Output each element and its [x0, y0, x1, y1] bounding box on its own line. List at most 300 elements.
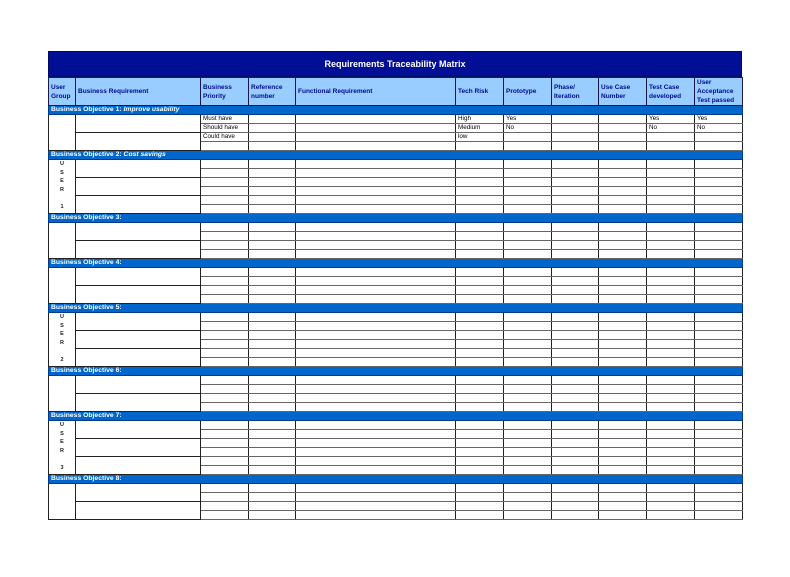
phase-iteration-cell[interactable]	[552, 313, 599, 322]
phase-iteration-cell[interactable]	[552, 493, 599, 502]
tech-risk-cell[interactable]	[456, 493, 504, 502]
uat-passed-cell[interactable]	[695, 502, 743, 511]
reference-number-cell[interactable]	[249, 358, 296, 367]
functional-requirement-cell[interactable]	[296, 187, 456, 196]
business-requirement-cell[interactable]	[76, 268, 201, 286]
prototype-cell[interactable]	[504, 340, 552, 349]
header-phase-iteration[interactable]: Phase/ Iteration	[552, 78, 599, 106]
prototype-cell[interactable]	[504, 439, 552, 448]
functional-requirement-cell[interactable]	[296, 394, 456, 403]
uat-passed-cell[interactable]	[695, 448, 743, 457]
uat-passed-cell[interactable]	[695, 394, 743, 403]
prototype-cell[interactable]	[504, 484, 552, 493]
tech-risk-cell[interactable]: Medium	[456, 124, 504, 133]
use-case-number-cell[interactable]	[599, 178, 647, 187]
prototype-cell[interactable]	[504, 313, 552, 322]
uat-passed-cell[interactable]	[695, 358, 743, 367]
prototype-cell[interactable]	[504, 286, 552, 295]
test-case-developed-cell[interactable]	[647, 142, 695, 151]
business-priority-cell[interactable]	[201, 232, 249, 241]
business-objective-label[interactable]	[49, 367, 743, 376]
tech-risk-cell[interactable]	[456, 376, 504, 385]
user-group-cell[interactable]	[49, 268, 76, 304]
use-case-number-cell[interactable]	[599, 277, 647, 286]
business-requirement-cell[interactable]	[76, 457, 201, 475]
business-priority-cell[interactable]	[201, 340, 249, 349]
reference-number-cell[interactable]	[249, 295, 296, 304]
functional-requirement-cell[interactable]	[296, 448, 456, 457]
test-case-developed-cell[interactable]	[647, 376, 695, 385]
use-case-number-cell[interactable]	[599, 394, 647, 403]
header-uat-passed[interactable]: User Acceptance Test passed	[695, 78, 743, 106]
tech-risk-cell[interactable]	[456, 385, 504, 394]
business-priority-cell[interactable]	[201, 142, 249, 151]
prototype-cell[interactable]	[504, 250, 552, 259]
header-functional-requirement[interactable]: Functional Requirement	[296, 78, 456, 106]
prototype-cell[interactable]	[504, 322, 552, 331]
phase-iteration-cell[interactable]	[552, 160, 599, 169]
phase-iteration-cell[interactable]	[552, 376, 599, 385]
phase-iteration-cell[interactable]	[552, 232, 599, 241]
phase-iteration-cell[interactable]	[552, 439, 599, 448]
functional-requirement-cell[interactable]	[296, 124, 456, 133]
prototype-cell[interactable]	[504, 349, 552, 358]
prototype-cell[interactable]	[504, 241, 552, 250]
prototype-cell[interactable]	[504, 295, 552, 304]
phase-iteration-cell[interactable]	[552, 178, 599, 187]
tech-risk-cell[interactable]: High	[456, 115, 504, 124]
business-priority-cell[interactable]	[201, 439, 249, 448]
test-case-developed-cell[interactable]	[647, 169, 695, 178]
business-priority-cell[interactable]	[201, 295, 249, 304]
test-case-developed-cell[interactable]	[647, 484, 695, 493]
tech-risk-cell[interactable]	[456, 358, 504, 367]
phase-iteration-cell[interactable]	[552, 403, 599, 412]
uat-passed-cell[interactable]	[695, 160, 743, 169]
prototype-cell[interactable]	[504, 466, 552, 475]
uat-passed-cell[interactable]	[695, 133, 743, 142]
use-case-number-cell[interactable]	[599, 115, 647, 124]
functional-requirement-cell[interactable]	[296, 385, 456, 394]
uat-passed-cell[interactable]	[695, 241, 743, 250]
reference-number-cell[interactable]	[249, 376, 296, 385]
test-case-developed-cell[interactable]	[647, 178, 695, 187]
header-business-priority[interactable]: Business Priority	[201, 78, 249, 106]
functional-requirement-cell[interactable]	[296, 358, 456, 367]
business-priority-cell[interactable]	[201, 160, 249, 169]
phase-iteration-cell[interactable]	[552, 277, 599, 286]
functional-requirement-cell[interactable]	[296, 322, 456, 331]
uat-passed-cell[interactable]	[695, 277, 743, 286]
tech-risk-cell[interactable]	[456, 160, 504, 169]
test-case-developed-cell[interactable]	[647, 448, 695, 457]
phase-iteration-cell[interactable]	[552, 169, 599, 178]
reference-number-cell[interactable]	[249, 421, 296, 430]
uat-passed-cell[interactable]	[695, 250, 743, 259]
prototype-cell[interactable]	[504, 376, 552, 385]
tech-risk-cell[interactable]	[456, 178, 504, 187]
test-case-developed-cell[interactable]	[647, 493, 695, 502]
reference-number-cell[interactable]	[249, 484, 296, 493]
phase-iteration-cell[interactable]	[552, 322, 599, 331]
use-case-number-cell[interactable]	[599, 223, 647, 232]
reference-number-cell[interactable]	[249, 439, 296, 448]
test-case-developed-cell[interactable]	[647, 385, 695, 394]
tech-risk-cell[interactable]	[456, 430, 504, 439]
tech-risk-cell[interactable]	[456, 484, 504, 493]
functional-requirement-cell[interactable]	[296, 376, 456, 385]
functional-requirement-cell[interactable]	[296, 313, 456, 322]
prototype-cell[interactable]	[504, 448, 552, 457]
test-case-developed-cell[interactable]	[647, 133, 695, 142]
test-case-developed-cell[interactable]	[647, 502, 695, 511]
phase-iteration-cell[interactable]	[552, 115, 599, 124]
business-requirement-cell[interactable]	[76, 502, 201, 520]
tech-risk-cell[interactable]	[456, 250, 504, 259]
test-case-developed-cell[interactable]	[647, 340, 695, 349]
tech-risk-cell[interactable]	[456, 457, 504, 466]
business-priority-cell[interactable]	[201, 169, 249, 178]
phase-iteration-cell[interactable]	[552, 142, 599, 151]
test-case-developed-cell[interactable]	[647, 430, 695, 439]
tech-risk-cell[interactable]	[456, 403, 504, 412]
reference-number-cell[interactable]	[249, 196, 296, 205]
functional-requirement-cell[interactable]	[296, 160, 456, 169]
reference-number-cell[interactable]	[249, 241, 296, 250]
tech-risk-cell[interactable]	[456, 268, 504, 277]
business-priority-cell[interactable]	[201, 250, 249, 259]
business-requirement-cell[interactable]	[76, 376, 201, 394]
prototype-cell[interactable]	[504, 277, 552, 286]
tech-risk-cell[interactable]	[456, 502, 504, 511]
reference-number-cell[interactable]	[249, 124, 296, 133]
use-case-number-cell[interactable]	[599, 385, 647, 394]
uat-passed-cell[interactable]	[695, 142, 743, 151]
phase-iteration-cell[interactable]	[552, 466, 599, 475]
uat-passed-cell[interactable]	[695, 421, 743, 430]
test-case-developed-cell[interactable]	[647, 394, 695, 403]
use-case-number-cell[interactable]	[599, 484, 647, 493]
business-requirement-cell[interactable]	[76, 394, 201, 412]
functional-requirement-cell[interactable]	[296, 133, 456, 142]
header-user-group[interactable]: User Group	[49, 78, 76, 106]
phase-iteration-cell[interactable]	[552, 340, 599, 349]
business-requirement-cell[interactable]	[76, 223, 201, 241]
test-case-developed-cell[interactable]	[647, 439, 695, 448]
uat-passed-cell[interactable]	[695, 196, 743, 205]
prototype-cell[interactable]	[504, 178, 552, 187]
tech-risk-cell[interactable]	[456, 241, 504, 250]
prototype-cell[interactable]	[504, 223, 552, 232]
business-priority-cell[interactable]: Could have	[201, 133, 249, 142]
prototype-cell[interactable]: No	[504, 124, 552, 133]
reference-number-cell[interactable]	[249, 466, 296, 475]
prototype-cell[interactable]	[504, 187, 552, 196]
tech-risk-cell[interactable]	[456, 466, 504, 475]
use-case-number-cell[interactable]	[599, 358, 647, 367]
use-case-number-cell[interactable]	[599, 160, 647, 169]
uat-passed-cell[interactable]	[695, 430, 743, 439]
test-case-developed-cell[interactable]	[647, 196, 695, 205]
tech-risk-cell[interactable]	[456, 331, 504, 340]
uat-passed-cell[interactable]	[695, 511, 743, 520]
phase-iteration-cell[interactable]	[552, 295, 599, 304]
header-business-requirement[interactable]: Business Requirement	[76, 78, 201, 106]
functional-requirement-cell[interactable]	[296, 421, 456, 430]
reference-number-cell[interactable]	[249, 223, 296, 232]
business-requirement-cell[interactable]	[76, 484, 201, 502]
uat-passed-cell[interactable]	[695, 403, 743, 412]
phase-iteration-cell[interactable]	[552, 394, 599, 403]
business-requirement-cell[interactable]	[76, 421, 201, 439]
use-case-number-cell[interactable]	[599, 250, 647, 259]
use-case-number-cell[interactable]	[599, 187, 647, 196]
phase-iteration-cell[interactable]	[552, 484, 599, 493]
business-objective-label[interactable]	[49, 106, 743, 115]
uat-passed-cell[interactable]	[695, 493, 743, 502]
user-group-cell[interactable]	[49, 376, 76, 412]
tech-risk-cell[interactable]	[456, 439, 504, 448]
reference-number-cell[interactable]	[249, 448, 296, 457]
prototype-cell[interactable]	[504, 421, 552, 430]
test-case-developed-cell[interactable]	[647, 286, 695, 295]
test-case-developed-cell[interactable]	[647, 511, 695, 520]
prototype-cell[interactable]	[504, 502, 552, 511]
use-case-number-cell[interactable]	[599, 196, 647, 205]
test-case-developed-cell[interactable]	[647, 358, 695, 367]
use-case-number-cell[interactable]	[599, 376, 647, 385]
uat-passed-cell[interactable]	[695, 322, 743, 331]
phase-iteration-cell[interactable]	[552, 133, 599, 142]
test-case-developed-cell[interactable]	[647, 268, 695, 277]
functional-requirement-cell[interactable]	[296, 349, 456, 358]
functional-requirement-cell[interactable]	[296, 268, 456, 277]
business-priority-cell[interactable]	[201, 331, 249, 340]
prototype-cell[interactable]	[504, 142, 552, 151]
prototype-cell[interactable]	[504, 430, 552, 439]
functional-requirement-cell[interactable]	[296, 241, 456, 250]
use-case-number-cell[interactable]	[599, 430, 647, 439]
uat-passed-cell[interactable]	[695, 331, 743, 340]
test-case-developed-cell[interactable]	[647, 223, 695, 232]
business-priority-cell[interactable]	[201, 502, 249, 511]
functional-requirement-cell[interactable]	[296, 466, 456, 475]
business-requirement-cell[interactable]	[76, 115, 201, 133]
use-case-number-cell[interactable]	[599, 493, 647, 502]
header-prototype[interactable]: Prototype	[504, 78, 552, 106]
phase-iteration-cell[interactable]	[552, 268, 599, 277]
business-priority-cell[interactable]	[201, 187, 249, 196]
header-use-case-number[interactable]: Use Case Number	[599, 78, 647, 106]
prototype-cell[interactable]	[504, 196, 552, 205]
functional-requirement-cell[interactable]	[296, 340, 456, 349]
business-objective-label[interactable]	[49, 259, 743, 268]
use-case-number-cell[interactable]	[599, 457, 647, 466]
functional-requirement-cell[interactable]	[296, 439, 456, 448]
business-priority-cell[interactable]	[201, 223, 249, 232]
phase-iteration-cell[interactable]	[552, 124, 599, 133]
test-case-developed-cell[interactable]	[647, 232, 695, 241]
reference-number-cell[interactable]	[249, 115, 296, 124]
business-priority-cell[interactable]	[201, 421, 249, 430]
test-case-developed-cell[interactable]	[647, 466, 695, 475]
reference-number-cell[interactable]	[249, 268, 296, 277]
reference-number-cell[interactable]	[249, 160, 296, 169]
business-priority-cell[interactable]	[201, 268, 249, 277]
phase-iteration-cell[interactable]	[552, 358, 599, 367]
test-case-developed-cell[interactable]	[647, 277, 695, 286]
use-case-number-cell[interactable]	[599, 142, 647, 151]
functional-requirement-cell[interactable]	[296, 403, 456, 412]
test-case-developed-cell[interactable]	[647, 349, 695, 358]
business-priority-cell[interactable]	[201, 376, 249, 385]
use-case-number-cell[interactable]	[599, 421, 647, 430]
prototype-cell[interactable]	[504, 268, 552, 277]
phase-iteration-cell[interactable]	[552, 187, 599, 196]
reference-number-cell[interactable]	[249, 313, 296, 322]
phase-iteration-cell[interactable]	[552, 205, 599, 214]
reference-number-cell[interactable]	[249, 169, 296, 178]
uat-passed-cell[interactable]	[695, 484, 743, 493]
uat-passed-cell[interactable]	[695, 178, 743, 187]
uat-passed-cell[interactable]	[695, 169, 743, 178]
uat-passed-cell[interactable]	[695, 439, 743, 448]
test-case-developed-cell[interactable]	[647, 187, 695, 196]
test-case-developed-cell[interactable]	[647, 160, 695, 169]
test-case-developed-cell[interactable]	[647, 421, 695, 430]
functional-requirement-cell[interactable]	[296, 169, 456, 178]
reference-number-cell[interactable]	[249, 178, 296, 187]
business-requirement-cell[interactable]	[76, 349, 201, 367]
uat-passed-cell[interactable]: Yes	[695, 115, 743, 124]
use-case-number-cell[interactable]	[599, 502, 647, 511]
reference-number-cell[interactable]	[249, 349, 296, 358]
prototype-cell[interactable]	[504, 232, 552, 241]
test-case-developed-cell[interactable]	[647, 295, 695, 304]
reference-number-cell[interactable]	[249, 286, 296, 295]
test-case-developed-cell[interactable]	[647, 331, 695, 340]
tech-risk-cell[interactable]	[456, 196, 504, 205]
reference-number-cell[interactable]	[249, 493, 296, 502]
tech-risk-cell[interactable]	[456, 340, 504, 349]
business-requirement-cell[interactable]	[76, 241, 201, 259]
test-case-developed-cell[interactable]	[647, 403, 695, 412]
business-requirement-cell[interactable]	[76, 331, 201, 349]
user-group-cell[interactable]	[49, 160, 76, 214]
tech-risk-cell[interactable]	[456, 511, 504, 520]
prototype-cell[interactable]	[504, 133, 552, 142]
use-case-number-cell[interactable]	[599, 439, 647, 448]
tech-risk-cell[interactable]	[456, 421, 504, 430]
functional-requirement-cell[interactable]	[296, 331, 456, 340]
phase-iteration-cell[interactable]	[552, 421, 599, 430]
functional-requirement-cell[interactable]	[296, 223, 456, 232]
phase-iteration-cell[interactable]	[552, 511, 599, 520]
uat-passed-cell[interactable]	[695, 385, 743, 394]
use-case-number-cell[interactable]	[599, 331, 647, 340]
functional-requirement-cell[interactable]	[296, 457, 456, 466]
business-requirement-cell[interactable]	[76, 160, 201, 178]
reference-number-cell[interactable]	[249, 277, 296, 286]
user-group-cell[interactable]	[49, 115, 76, 151]
prototype-cell[interactable]	[504, 493, 552, 502]
prototype-cell[interactable]	[504, 358, 552, 367]
reference-number-cell[interactable]	[249, 232, 296, 241]
test-case-developed-cell[interactable]	[647, 241, 695, 250]
functional-requirement-cell[interactable]	[296, 232, 456, 241]
prototype-cell[interactable]	[504, 169, 552, 178]
prototype-cell[interactable]	[504, 403, 552, 412]
use-case-number-cell[interactable]	[599, 313, 647, 322]
test-case-developed-cell[interactable]	[647, 313, 695, 322]
business-priority-cell[interactable]	[201, 493, 249, 502]
phase-iteration-cell[interactable]	[552, 196, 599, 205]
business-priority-cell[interactable]	[201, 484, 249, 493]
test-case-developed-cell[interactable]	[647, 205, 695, 214]
reference-number-cell[interactable]	[249, 394, 296, 403]
phase-iteration-cell[interactable]	[552, 286, 599, 295]
test-case-developed-cell[interactable]	[647, 322, 695, 331]
test-case-developed-cell[interactable]	[647, 250, 695, 259]
use-case-number-cell[interactable]	[599, 268, 647, 277]
header-test-case-developed[interactable]: Test Case developed	[647, 78, 695, 106]
tech-risk-cell[interactable]	[456, 232, 504, 241]
functional-requirement-cell[interactable]	[296, 295, 456, 304]
business-priority-cell[interactable]	[201, 313, 249, 322]
user-group-cell[interactable]	[49, 421, 76, 475]
uat-passed-cell[interactable]	[695, 376, 743, 385]
phase-iteration-cell[interactable]	[552, 385, 599, 394]
reference-number-cell[interactable]	[249, 205, 296, 214]
business-requirement-cell[interactable]	[76, 313, 201, 331]
uat-passed-cell[interactable]: No	[695, 124, 743, 133]
user-group-cell[interactable]	[49, 313, 76, 367]
business-objective-label[interactable]	[49, 151, 743, 160]
business-priority-cell[interactable]	[201, 178, 249, 187]
reference-number-cell[interactable]	[249, 340, 296, 349]
use-case-number-cell[interactable]	[599, 448, 647, 457]
functional-requirement-cell[interactable]	[296, 286, 456, 295]
uat-passed-cell[interactable]	[695, 205, 743, 214]
use-case-number-cell[interactable]	[599, 403, 647, 412]
business-priority-cell[interactable]	[201, 358, 249, 367]
user-group-cell[interactable]	[49, 223, 76, 259]
tech-risk-cell[interactable]	[456, 295, 504, 304]
business-priority-cell[interactable]	[201, 385, 249, 394]
business-priority-cell[interactable]	[201, 205, 249, 214]
business-objective-label[interactable]	[49, 475, 743, 484]
functional-requirement-cell[interactable]	[296, 250, 456, 259]
tech-risk-cell[interactable]: low	[456, 133, 504, 142]
test-case-developed-cell[interactable]	[647, 457, 695, 466]
phase-iteration-cell[interactable]	[552, 448, 599, 457]
use-case-number-cell[interactable]	[599, 286, 647, 295]
uat-passed-cell[interactable]	[695, 349, 743, 358]
prototype-cell[interactable]	[504, 160, 552, 169]
header-tech-risk[interactable]: Tech Risk	[456, 78, 504, 106]
uat-passed-cell[interactable]	[695, 340, 743, 349]
business-priority-cell[interactable]	[201, 511, 249, 520]
business-priority-cell[interactable]	[201, 277, 249, 286]
tech-risk-cell[interactable]	[456, 313, 504, 322]
use-case-number-cell[interactable]	[599, 124, 647, 133]
functional-requirement-cell[interactable]	[296, 196, 456, 205]
uat-passed-cell[interactable]	[695, 268, 743, 277]
uat-passed-cell[interactable]	[695, 295, 743, 304]
reference-number-cell[interactable]	[249, 430, 296, 439]
tech-risk-cell[interactable]	[456, 286, 504, 295]
business-priority-cell[interactable]	[201, 403, 249, 412]
